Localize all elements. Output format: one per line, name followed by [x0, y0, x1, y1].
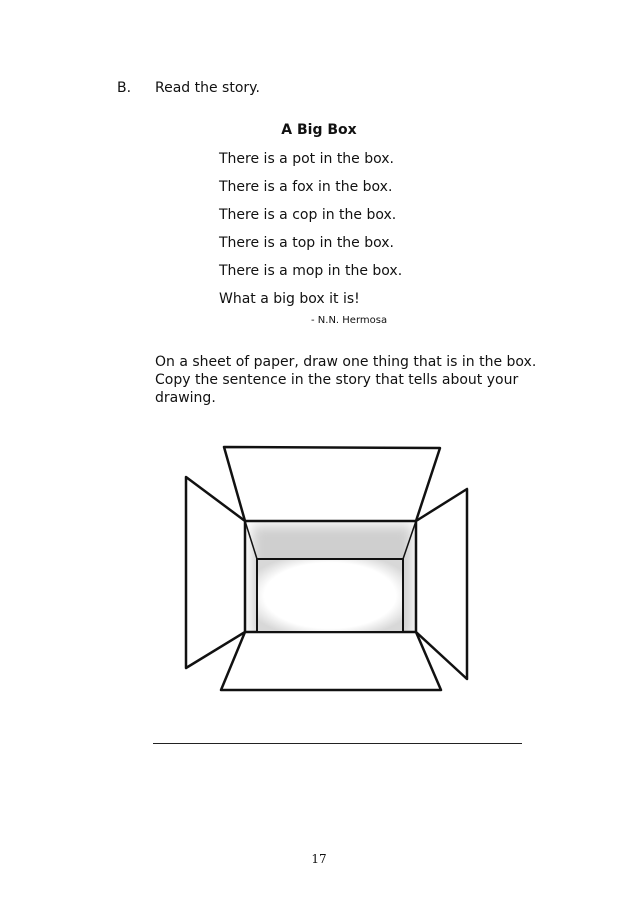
story-author: - N.N. Hermosa	[311, 315, 388, 326]
box-left-flap	[186, 477, 245, 668]
story-title: A Big Box	[281, 122, 357, 138]
story-line: What a big box it is!	[219, 291, 360, 307]
box-bottom-flap	[221, 632, 441, 690]
box-top-flap	[224, 447, 440, 521]
page-number: 17	[311, 852, 327, 866]
box-floor	[257, 559, 403, 632]
story-text	[219, 150, 402, 318]
story-line: There is a mop in the box.	[219, 263, 403, 279]
story-line: There is a cop in the box.	[219, 207, 397, 223]
task-line: drawing.	[155, 390, 216, 406]
answer-line	[153, 743, 522, 744]
story-line: There is a pot in the box.	[219, 151, 394, 167]
task-instructions	[155, 353, 555, 407]
story-line: There is a fox in the box.	[219, 179, 393, 195]
task-line: Copy the sentence in the story that tells about your	[155, 372, 519, 388]
story-line: There is a top in the box.	[219, 235, 394, 251]
open-box-icon	[180, 440, 480, 700]
section-instruction: Read the story.	[155, 80, 260, 96]
task-line: On a sheet of paper, draw one thing that is in the box.	[155, 354, 537, 370]
section-letter: B.	[117, 80, 132, 96]
